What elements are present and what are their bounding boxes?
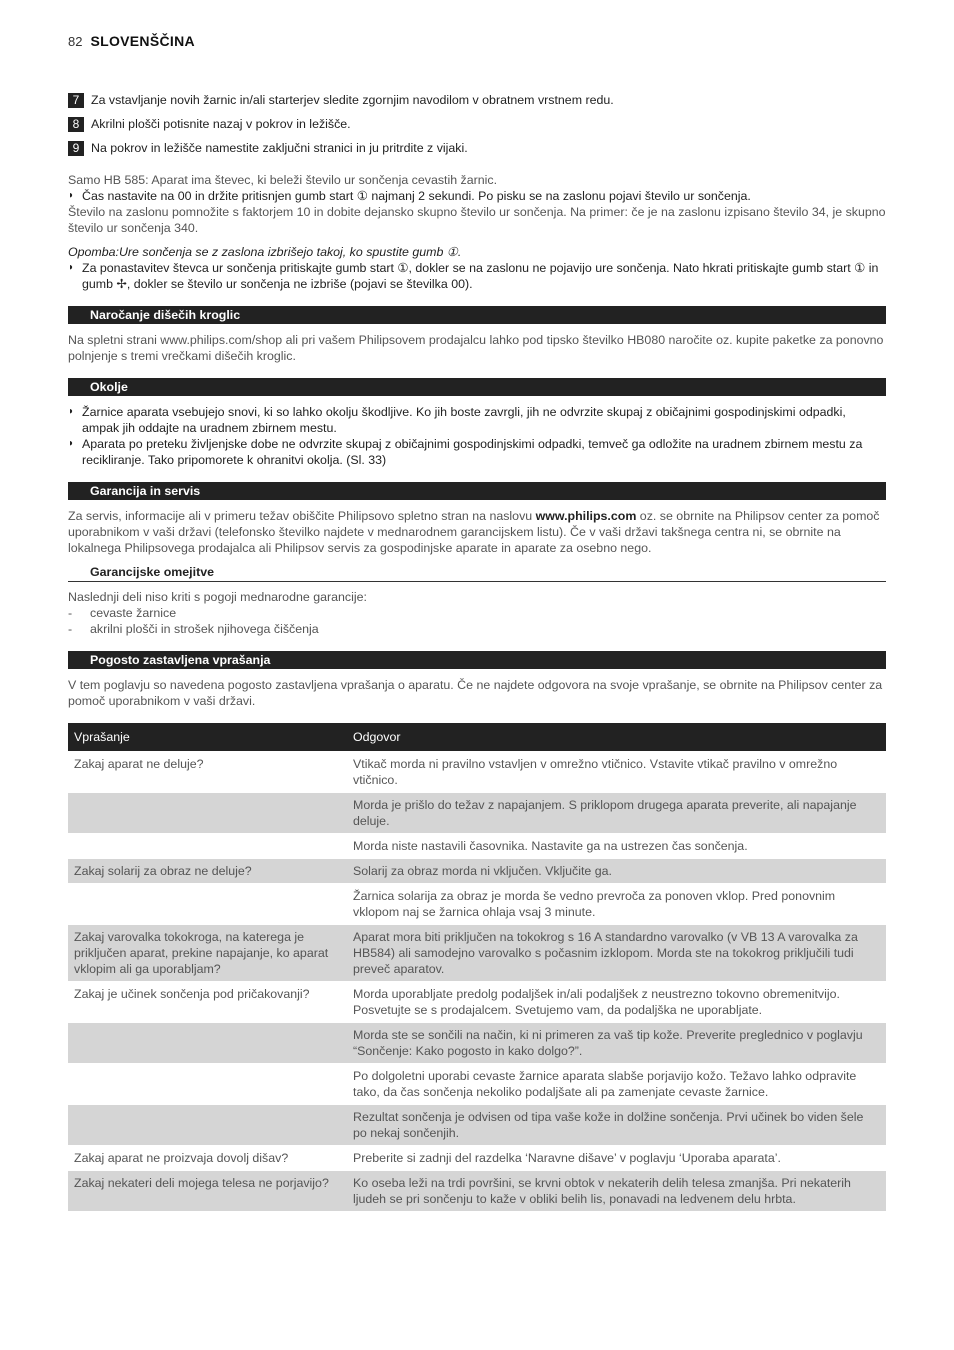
environment-bullet: ◗ Žarnice aparata vsebujejo snovi, ki so lahko okolju škodljive. Ko jih boste zavrgli, jih ne odvrzite skupaj z običajnimi gospodinjskimi odpadki, ampak jih oddajte na uradnem zbirnem mestu. [68,404,886,436]
counter-intro: Samo HB 585: Aparat ima števec, ki beleži število ur sončenja cevastih žarnic. [68,173,498,187]
step-9 [68,140,468,156]
answer-cell: Morda niste nastavili časovnika. Nastavite ga na ustrezen čas sončenja. [347,834,886,859]
section-heading-environment [68,378,886,396]
page-number: 82 [68,34,83,49]
step-text: Na pokrov in ležišče namestite zaključni stranici in ju pritrdite z vijaki. [91,141,468,155]
faq-text: V tem poglavju so navedena pogosto zastavljena vprašanja o aparatu. Če ne najdete odgovora na svoje vprašanje, se obrnite na Philipsov center za pomoč uporabnikom v vaši državi. [68,678,883,708]
answer-cell: Morda uporabljate predolg podaljšek in/ali podaljšek z neustrezno tokovno obremenitvijo. Posvetujte se s prodajalcem. Svetujemo vam, da podaljška ne uporabljate. [347,982,886,1023]
question-cell [68,884,347,925]
heading-text: Garancijske omejitve [90,565,214,579]
question-cell: Zakaj aparat ne deluje? [68,752,347,793]
table-row [68,982,886,1023]
warranty-text-b: oz. se obrnite na Philipsov center za pomoč uporabnikom v vaši državi (telefonsko številko najdete v mednarodnem garancijskem listu). Če v vaši državi takšnega centra ni, se obrnite na lokalnega Philipsovega prodajalca ali Philipsov servis za gospodinjske aparate in aparate za osebno nego. [68,509,880,555]
table-row [68,834,886,859]
counter-bullet: ◗ Za ponastavitev števca ur sončenja pritiskajte gumb start ①, dokler se na zaslonu ne pojavijo ure sončenja. Nato hkrati pritiskajte gumb start ① in gumb ✢, dokler se število ur sončenja ne izbriše (pojavi se številka 00). [68,260,886,292]
table-row [68,1146,886,1171]
answer-cell: Po dolgoletni uporabi cevaste žarnice aparata slabše porjavijo kožo. Težavo lahko odpravite tako, da čas sončenja nekoliko podaljšate ali pa zamenjate cevaste žarnice. [347,1064,886,1105]
answer-cell: Preberite si zadnji del razdelka ‘Naravne dišave’ v poglavju ‘Uporaba aparata’. [347,1146,886,1171]
page-header [68,33,195,50]
question-cell [68,793,347,834]
question-cell: Zakaj je učinek sončenja pod pričakovanji? [68,982,347,1023]
table-row [68,1064,886,1105]
table-row [68,1023,886,1064]
section-heading-faq [68,651,886,669]
section-heading-warranty [68,482,886,500]
answer-cell: Solarij za obraz morda ni vključen. Vključite ga. [347,859,886,884]
section-heading-order [68,306,886,324]
question-cell: Zakaj aparat ne proizvaja dovolj dišav? [68,1146,347,1171]
step-8 [68,116,351,132]
step-number: 7 [68,93,84,108]
column-header-answer: Odgovor [347,723,886,752]
question-cell: Zakaj solarij za obraz ne deluje? [68,859,347,884]
table-row [68,859,886,884]
step-7 [68,92,614,108]
counter-note: Opomba:Ure sončenja se z zaslona izbrišejo takoj, ko spustite gumb ①. [68,245,462,259]
answer-cell: Vtikač morda ni pravilno vstavljen v omrežno vtičnico. Vstavite vtikač pravilno v omrežno vtičnico. [347,752,886,793]
answer-cell: Žarnica solarija za obraz je morda še vedno prevroča za ponoven vklop. Pred ponovnim vklopom naj se žarnica ohlaja vsaj 3 minute. [347,884,886,925]
warranty-text-a: Za servis, informacije ali v primeru težav obiščite Philipsovo spletno stran na naslovu [68,509,536,523]
question-cell [68,834,347,859]
counter-section [68,172,886,292]
counter-bullet: ◗ Čas nastavite na 00 in držite pritisnjen gumb start ① najmanj 2 sekundi. Po pisku se na zaslonu pojavi število ur sončenja. [68,188,886,204]
list-item-text: akrilni plošči in strošek njihovega čiščenja [90,622,319,636]
language-title: SLOVENŠČINA [90,33,195,49]
environment-bullet: ◗ Aparata po preteku življenjske dobe ne odvrzite skupaj z običajnimi gospodinjskimi odpadki, temveč ga odložite na uradnem zbirnem mestu za recikliranje. Tako pripomorete k ohranitvi okolja. (Sl. 33) [68,436,886,468]
table-row [68,925,886,982]
step-number: 8 [68,117,84,132]
limits-intro: Naslednji deli niso kriti s pogoji mednarodne garancije: [68,590,367,604]
table-row [68,752,886,793]
heading-text: Okolje [90,380,128,394]
answer-cell: Morda je prišlo do težav z napajanjem. S priklopom drugega aparata preverite, ali napajanje deluje. [347,793,886,834]
question-cell [68,1023,347,1064]
order-text: Na spletni strani www.philips.com/shop ali pri vašem Philipsovem prodajalcu lahko pod tipsko številko HB080 naročite oz. kupite paketke za ponovno polnjenje s tremi vrečkami dišečih kroglic. [68,333,884,363]
environment-list [68,404,886,468]
answer-cell: Aparat mora biti priključen na tokokrog s 16 A standardno varovalko (v VB 13 A varovalka za HB584) ali samodejno varovalko s počasnim izklopom. Morda ste na tokokrog priključili tudi preveč aparatov. [347,925,886,982]
table-row [68,1171,886,1212]
table-row [68,793,886,834]
counter-text: Število na zaslonu pomnožite s faktorjem 10 in dobite dejansko skupno število ur sončenja. Na primer: če je na zaslonu izpisano število 34, je skupno število ur sončenja 340. [68,205,886,235]
heading-text: Pogosto zastavljena vprašanja [90,653,271,667]
answer-cell: Ko oseba leži na trdi površini, se krvni obtok v nekaterih delih telesa zmanjša. Pri nekaterih ljudeh se pri sončenju to kaže v obliki belih lis, ponavadi na ledvenem delu hrbta. [347,1171,886,1212]
step-number: 9 [68,141,84,156]
limits-list [68,589,886,637]
heading-text: Garancija in servis [90,484,201,498]
step-text: Akrilni plošči potisnite nazaj v pokrov in ležišče. [91,117,351,131]
step-text: Za vstavljanje novih žarnic in/ali starterjev sledite zgornjim navodilom v obratnem vrstnem redu. [91,93,614,107]
question-cell: Zakaj varovalka tokokroga, na katerega je priključen aparat, prekine napajanje, ko aparat vklopim ali ga uporabljam? [68,925,347,982]
table-row [68,1105,886,1146]
column-header-question: Vprašanje [68,723,347,752]
list-item: - akrilni plošči in strošek njihovega čiščenja [68,622,319,636]
question-cell: Zakaj nekateri deli mojega telesa ne porjavijo? [68,1171,347,1212]
question-cell [68,1064,347,1105]
answer-cell: Rezultat sončenja je odvisen od tipa vaše kože in dolžine sončenja. Prvi učinek bo viden šele po nekaj sončenjih. [347,1105,886,1146]
list-item-text: cevaste žarnice [90,606,177,620]
table-row [68,884,886,925]
list-item: - cevaste žarnice [68,606,177,620]
heading-text: Naročanje dišečih kroglic [90,308,241,322]
question-cell [68,1105,347,1146]
faq-table [68,723,886,1211]
warranty-text [68,508,886,556]
answer-cell: Morda ste se sončili na način, ki ni primeren za vaš tip kože. Preverite preglednico v poglavju “Sončenje: Kako pogosto in kako dolgo?”. [347,1023,886,1064]
philips-link[interactable]: www.philips.com [535,509,637,523]
subheading-limits [68,564,886,582]
